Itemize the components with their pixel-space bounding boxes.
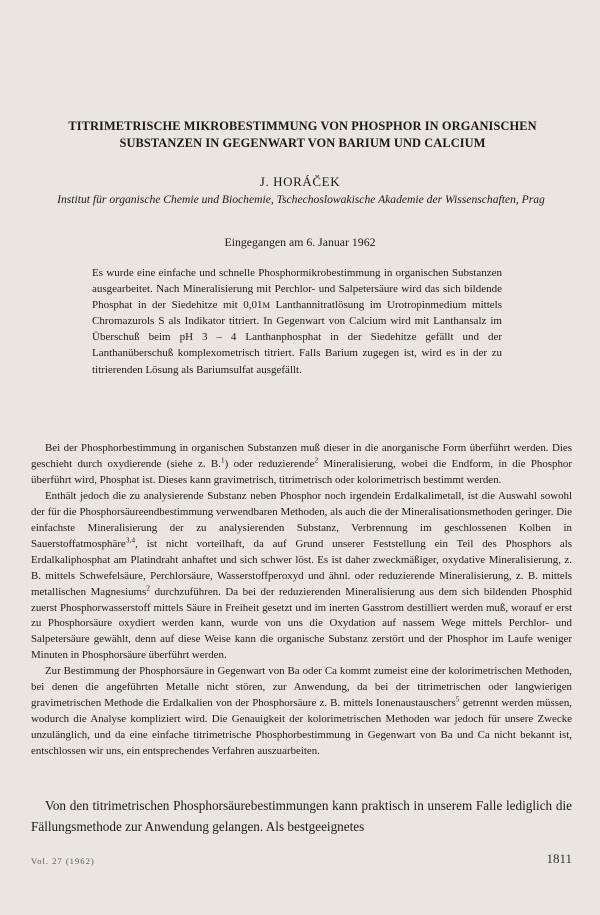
paragraph-2: Enthält jedoch die zu analysierende Substanz neben Phosphor noch irgendein Erdalkalimetall, ist die Auswahl sowohl der für die Phosphorsäureendbestimmung verwendbaren Methoden, als auch die der Mineralisationsmethoden geringer. Die einfachste Mineralisierung der zu analysierenden Substanz, Verbrennung im geschlossenen Kolben in Sauerstoffatmosphäre$^{3,4}$, ist nicht vorteilhaft, da auf Grund unserer Feststellung ein Teil des Phosphors als Erdalkaliphosphat am Platindraht anhaftet und sich schwer löst. Es ist daher zweckmäßiger, oxydative Mineralisierung, z. B. mittels Schwefelsäure, Perchlorsäure, Wasserstoffperoxyd und ähnl. oder reduzierende Mineralisierung, z. B. mittels metallischen Magnesiums$^2$ durchzuführen. Da bei der reduzierenden Mineralisierung aus dem sich bildenden Phosphid zuerst Phosphorwasserstoff mittels Säure in Freiheit gesetzt und im inerten Gasstrom destilliert werden muß, worauf er erst zu Phosphorsäure oxydiert werden kann, wurde von uns die Oxydation auf nassem Wege mittels Perchlor- und Salpetersäure gewählt, denn auf diese Weise kann die organische Substanz zerstört und der Phosphor im Laufe weniger Minuten in Phosphorsäure überführt werden. <box>31 489 573 662</box>
article-title: TITRIMETRISCHE MIKROBESTIMMUNG VON PHOSPHOR IN ORGANISCHEN SUBSTANZEN IN GEGENWART VON BARIUM UND CALCIUM <box>68 119 537 150</box>
paragraph-3: Zur Bestimmung der Phosphorsäure in Gegenwart von Ba oder Ca kommt zumeist eine der kolorimetrischen Methoden, bei denen die angeführten Metalle nicht stören, zur Anwendung, da bei der titrimetrischen oder langwierigen gravimetrischen Methode die Erdalkalien von der Phosphorsäure z. B. mittels Ionenaustauschers$^5$ getrennt werden müssen, wodurch die Analyse kompliziert wird. Die Genauigkeit der kolorimetrischen Methoden war jedoch für unsere Zwecke unzulänglich, und da eine einfache titrimetrische Phosphorbestimmung in Gegenwart von Ba und Ca nicht bekannt ist, entschlossen wir uns, ein entsprechendes Verfahren auszuarbeiten. <box>31 665 572 758</box>
received-date: Eingegangen am 6. Januar 1962 <box>224 235 376 249</box>
author-name: J. HORÁČEK <box>259 174 341 189</box>
author-affiliation: Institut für organische Chemie und Biochemie, Tschechoslowakische Akademie der Wissenschaften, Prag <box>57 193 545 206</box>
article-body-continued <box>31 795 572 837</box>
abstract: Es wurde eine einfache und schnelle Phosphormikrobestimmung in organischen Substanzen ausgearbeitet. Nach Mineralisierung mit Perchlor- und Salpetersäure wird das sich bildende Phosphat in der Siedehitze mit 0,01M Lanthannitratlösung im Urotropinmedium mittels Chromazurols S als Indikator titriert. In Gegenwart von Calcium wird mit Lanthansalz im Überschuß beim pH 3 – 4 Lanthanphosphat in der Siedehitze gefällt und der Lanthanüberschuß komplexometrisch titriert. Falls Barium zugegen ist, wird es in der zu titrierenden Lösung als Bariumsulfat ausgefällt. <box>92 267 502 376</box>
paragraph-4: Von den titrimetrischen Phosphorsäurebestimmungen kann praktisch in unserem Falle lediglich die Fällungsmethode zur Anwendung gelangen. Als bestgeeignetes <box>31 798 572 834</box>
paragraph-1: Bei der Phosphorbestimmung in organischen Substanzen muß dieser in die anorganische Form überführt werden. Dies geschieht durch oxydierende (siehe z. B.$^1$) oder reduzierende$^2$ Mineralisierung, wobei die Endform, in die Phosphor überführt wird, Phosphat ist. Dieses kann gravimetrisch, titrimetrisch oder kolorimetrisch bestimmt werden. <box>31 442 572 486</box>
article-body <box>31 441 572 760</box>
journal-volume: Vol. 27 (1962) <box>31 856 95 866</box>
page-number: 1811 <box>546 851 572 866</box>
